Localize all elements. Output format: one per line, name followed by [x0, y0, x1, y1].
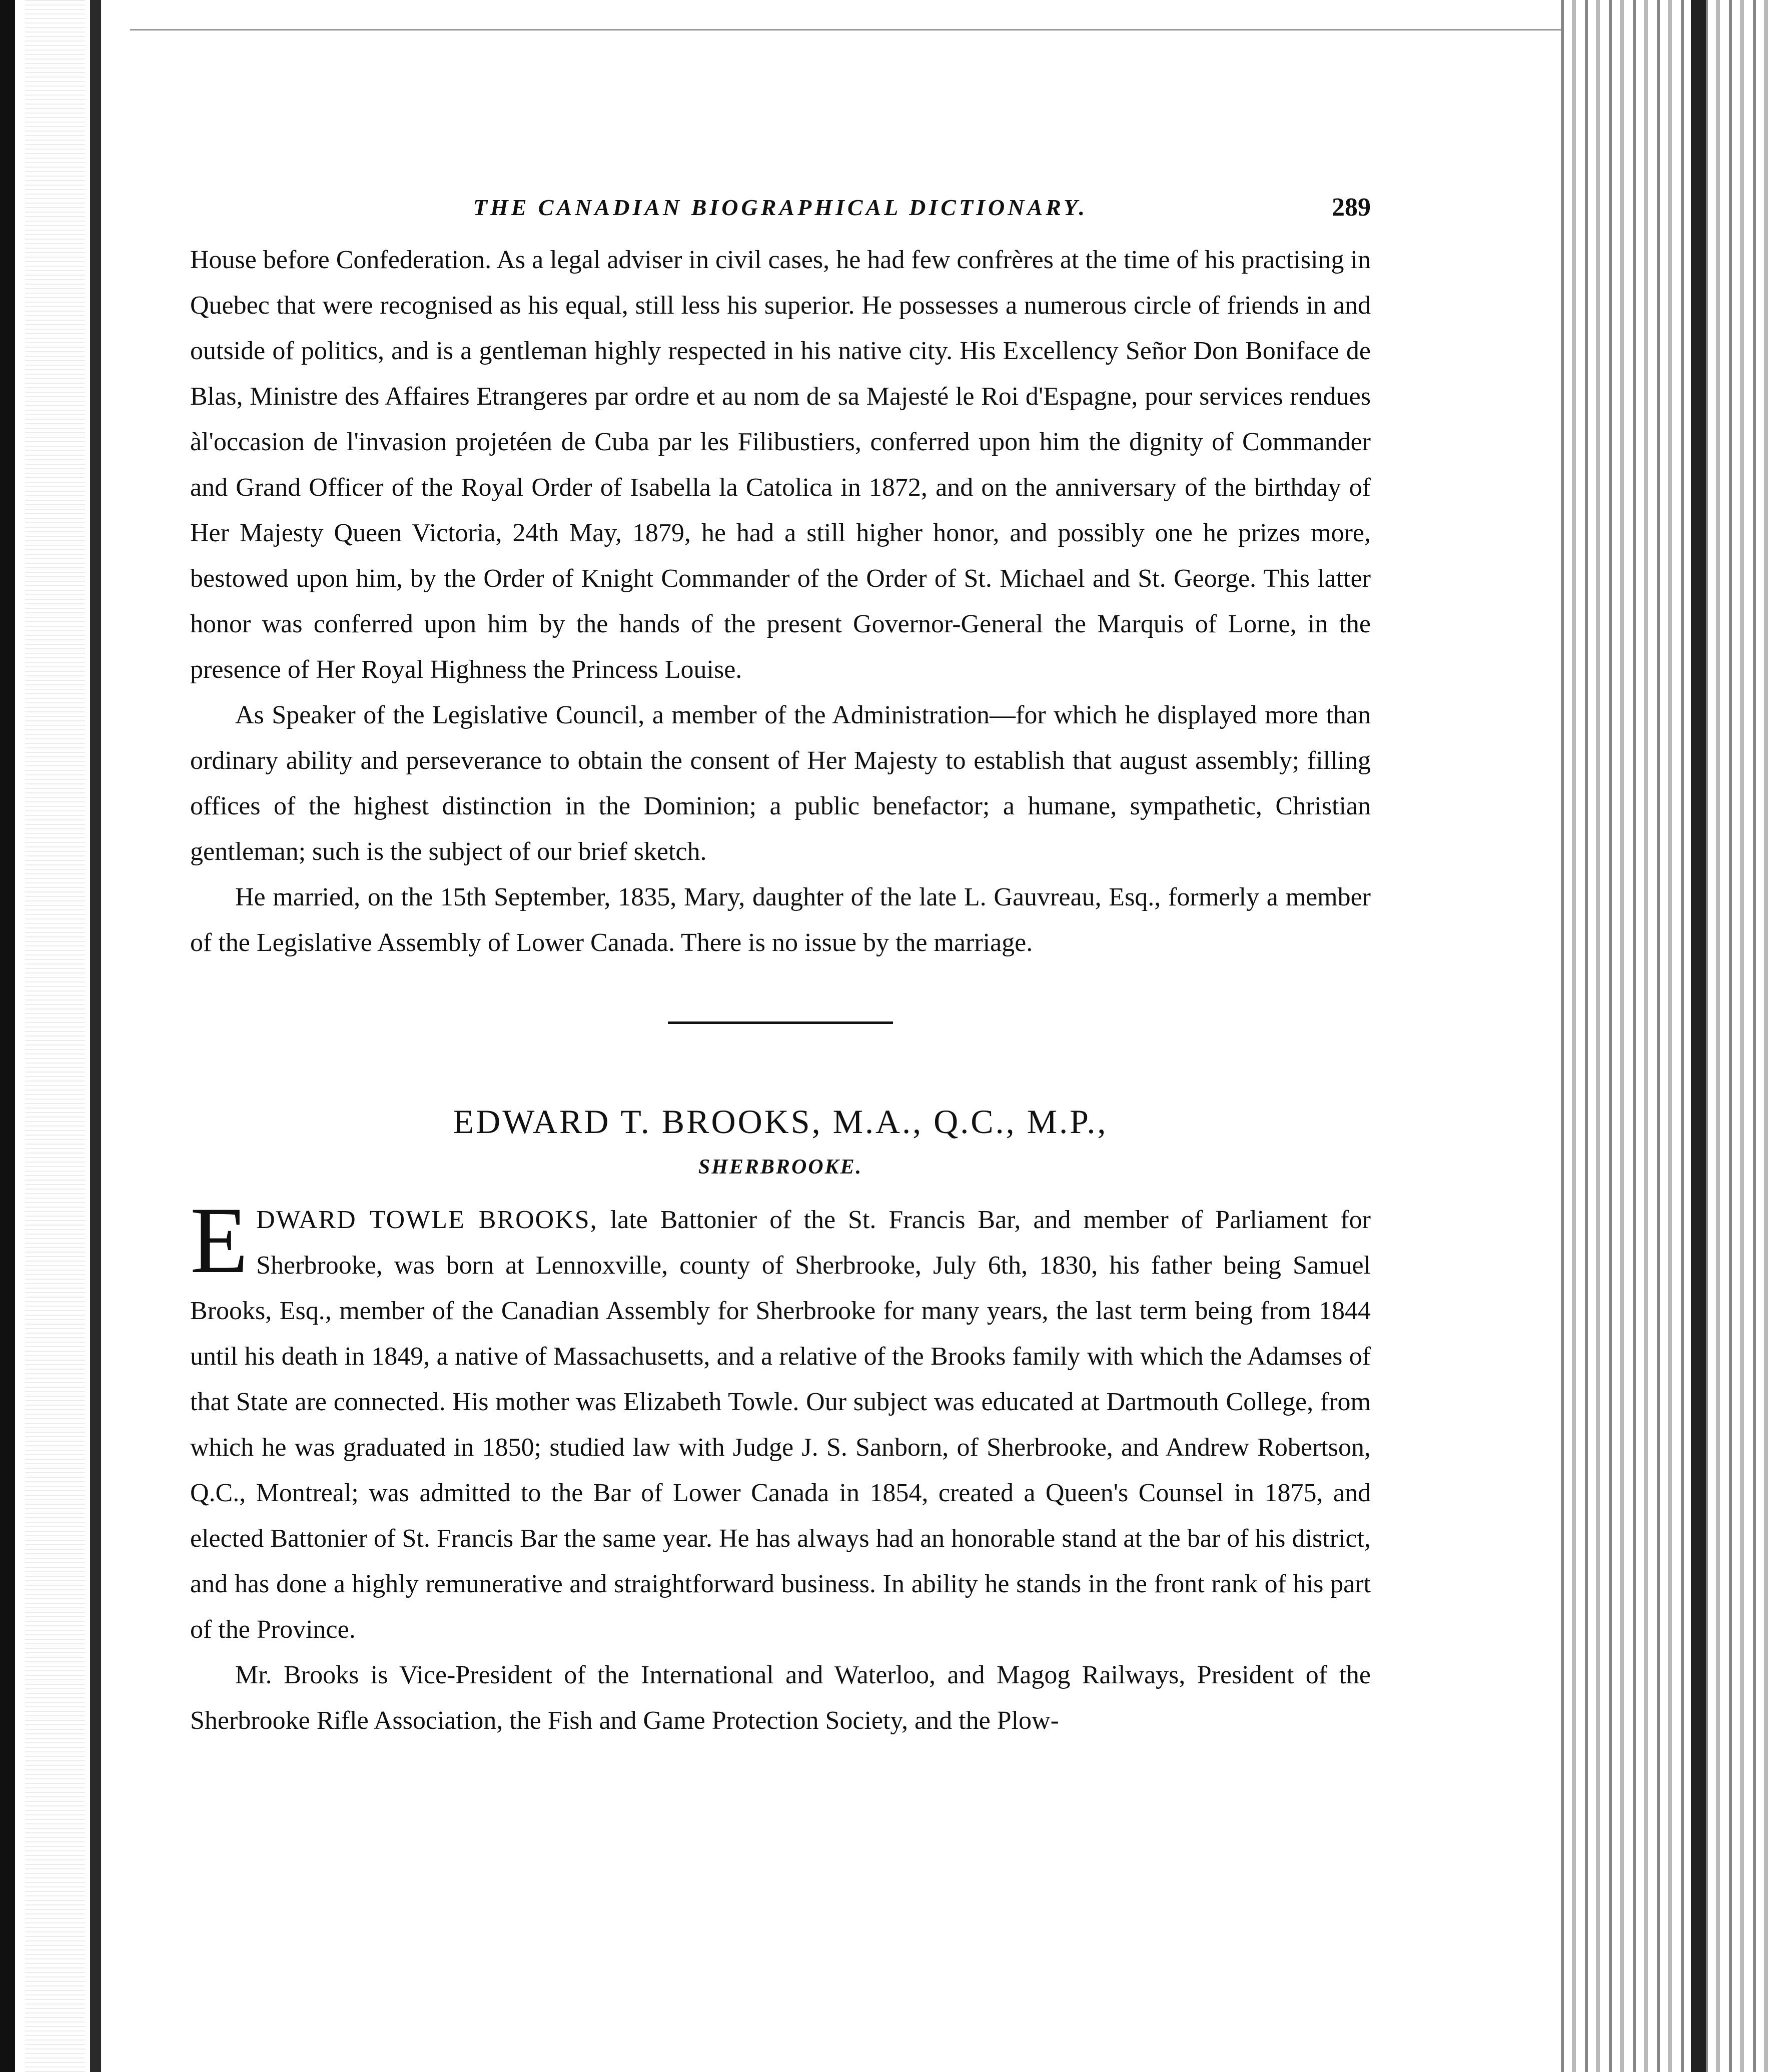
- scan-noise-left: [25, 0, 85, 2072]
- page-number: 289: [1332, 193, 1371, 222]
- article-location: SHERBROOKE.: [698, 1156, 863, 1179]
- first-paragraph-text: late Battonier of the St. Francis Bar, and member of Parliament for Sherbrooke, was born at Lennoxville, county of Sherbrooke, July 6th, 1830, his father being Samuel Brooks, Esq., member of the Canadian Assembly for Sherbrooke for many years, the last term being from 1844 until his death in 1849, a native of Massachusetts, and a relative of the Brooks family with which the Adamses of that State are connected. His mother was Elizabeth Towle. Our subject was educated at Dartmouth College, from which he was graduated in 1850; studied law with Judge J. S. Sanborn, of Sherbrooke, and Andrew Robertson, Q.C., Montreal; was admitted to the Bar of Lower Canada in 1854, created a Queen's Counsel in 1875, and elected Battonier of St. Francis Bar the same year. He has always had an honorable stand at the bar of his district, and has done a highly remunerative and straightforward business. In ability he stands in the front rank of his part of the Province.: [190, 1206, 1371, 1644]
- scan-binding-edge-left-inner: [90, 0, 101, 2072]
- scan-noise-right: [1561, 0, 1772, 2072]
- opening-caps: DWARD TOWLE BROOKS,: [256, 1206, 598, 1234]
- article-second-paragraph: Mr. Brooks is Vice-President of the International and Waterloo, and Magog Railways, President of the Sherbrooke Rifle Association, the Fish and Game Protection Society, and the Plow-: [190, 1661, 1371, 1735]
- running-title: THE CANADIAN BIOGRAPHICAL DICTIONARY.: [473, 195, 1088, 220]
- scan-binding-edge-right: [1691, 0, 1706, 2072]
- scan-binding-edge-left: [0, 0, 15, 2072]
- running-head: [190, 190, 1371, 230]
- paragraph: He married, on the 15th September, 1835, Mary, daughter of the late L. Gauvreau, Esq., formerly a member of the Legislative Assembly of Lower Canada. There is no issue by the marriage.: [190, 883, 1371, 957]
- paragraph: As Speaker of the Legislative Council, a member of the Administration—for which he displayed more than ordinary ability and perseverance to obtain the consent of Her Majesty to establish that august assembly; filling offices of the highest distinction in the Dominion; a public benefactor; a humane, sympathetic, Christian gentleman; such is the subject of our brief sketch.: [190, 701, 1371, 866]
- article-title: EDWARD T. BROOKS, M.A., Q.C., M.P.,: [453, 1103, 1108, 1141]
- drop-cap: E: [190, 1188, 249, 1293]
- article-first-paragraph: [190, 1188, 1371, 1652]
- previous-article-text: [190, 237, 1371, 965]
- scan-top-edge: [130, 29, 1561, 31]
- paragraph-continuation: House before Confederation. As a legal adviser in civil cases, he had few confrères at the time of his practising in Quebec that were recognised as his equal, still less his superior. He possesses a numerous circle of friends in and outside of politics, and is a gentleman highly respected in his native city. His Excellency Señor Don Boniface de Blas, Ministre des Affaires Etrangeres par ordre et au nom de sa Majesté le Roi d'Espagne, pour services rendues àl'occasion de l'invasion projetéen de Cuba par les Filibustiers, conferred upon him the dignity of Commander and Grand Officer of the Royal Order of Isabella la Catolica in 1872, and on the anniversary of the birthday of Her Majesty Queen Victoria, 24th May, 1879, he had a still higher honor, and possibly one he prizes more, bestowed upon him, by the Order of Knight Commander of the Order of St. Michael and St. George. This latter honor was conferred upon him by the hands of the present Governor-General the Marquis of Lorne, in the presence of Her Royal Highness the Princess Louise.: [190, 246, 1371, 684]
- section-divider: [668, 1021, 893, 1024]
- page-content: [190, 190, 1371, 1743]
